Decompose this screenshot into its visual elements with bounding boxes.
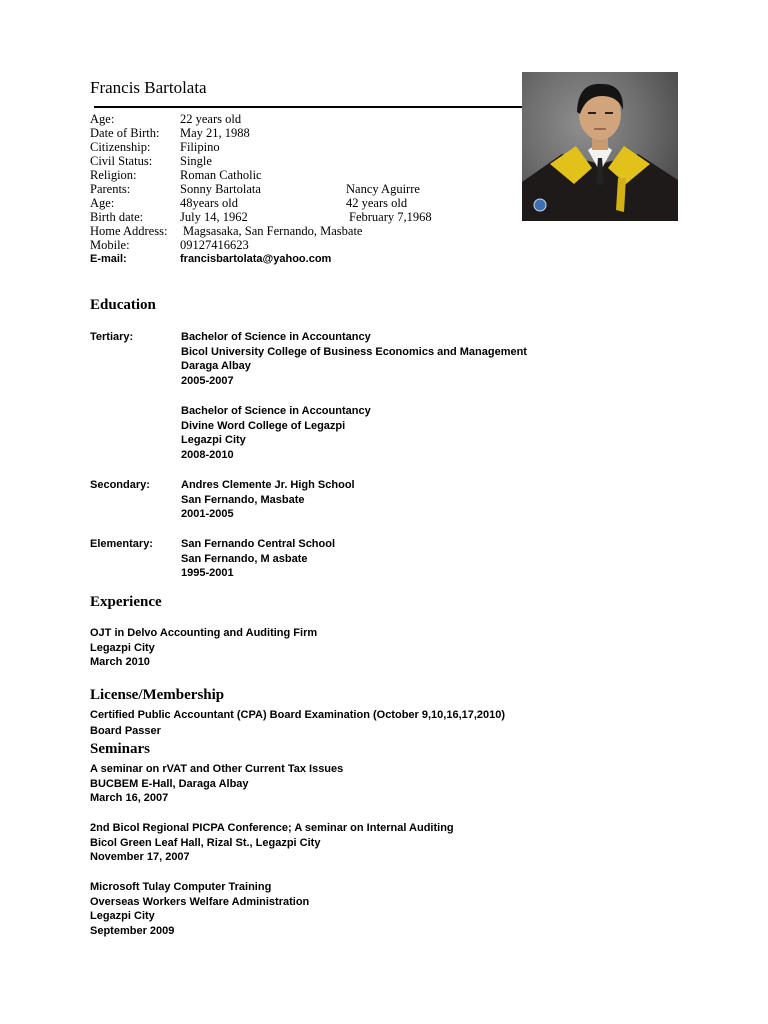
parents-birth-label: Birth date: [90,210,144,224]
elementary-entry [181,537,335,581]
experience-date: March 2010 [90,656,150,669]
religion-value: Roman Catholic [180,168,262,182]
seminar-3-location: Legazpi City [90,910,155,923]
secondary-label: Secondary: [90,479,150,491]
seminar-entry-1 [90,762,343,806]
dob-value: May 21, 1988 [180,126,250,140]
age-value: 22 years old [180,112,242,126]
seminars-heading: Seminars [90,741,150,757]
secondary-school: Andres Clemente Jr. High School [181,479,355,491]
elementary-label: Elementary: [90,538,153,550]
applicant-name: Francis Bartolata [90,78,207,97]
seminar-2-venue: Bicol Green Leaf Hall, Rizal St., Legazpi City [90,836,321,849]
tertiary-1-school: Bicol University College of Business Economics and Management [181,345,527,358]
experience-title: OJT in Delvo Accounting and Auditing Firm [90,627,318,639]
license-exam: Certified Public Accountant (CPA) Board Examination (October 9,10,16,17,2010) [90,709,506,721]
tertiary-label: Tertiary: [90,331,134,343]
mother-age: 42 years old [346,196,408,210]
religion-label: Religion: [90,168,137,182]
parents-age-label: Age: [90,196,115,210]
father-name: Sonny Bartolata [180,182,261,196]
civil-status-label: Civil Status: [90,154,153,168]
tertiary-2-degree: Bachelor of Science in Accountancy [181,405,371,417]
secondary-entry [181,478,355,522]
name-underline [94,106,522,108]
mother-name: Nancy Aguirre [346,182,420,196]
elementary-location: San Fernando, M asbate [181,552,308,565]
experience-entry [90,626,317,670]
seminar-entry-2 [90,821,454,865]
secondary-years: 2001-2005 [181,508,234,521]
experience-heading: Experience [90,594,162,610]
seminar-1-date: March 16, 2007 [90,792,169,805]
tertiary-1-degree: Bachelor of Science in Accountancy [181,331,371,343]
tertiary-1-years: 2005-2007 [181,375,234,388]
dob-label: Date of Birth: [90,126,160,140]
license-heading: License/Membership [90,687,225,703]
citizenship-value: Filipino [180,140,220,154]
elementary-school: San Fernando Central School [181,538,336,550]
parents-label: Parents: [90,182,131,196]
seminar-1-title: A seminar on rVAT and Other Current Tax Issues [90,763,344,775]
secondary-location: San Fernando, Masbate [181,493,305,506]
tertiary-entry-2 [181,404,371,463]
experience-location: Legazpi City [90,641,155,654]
seminar-2-date: November 17, 2007 [90,851,190,864]
father-birth: July 14, 1962 [180,210,248,224]
elementary-years: 1995-2001 [181,567,234,580]
graduation-photo [522,72,678,221]
email-label: E-mail: [90,253,127,265]
seminar-3-title: Microsoft Tulay Computer Training [90,881,272,893]
citizenship-label: Citizenship: [90,140,151,154]
seminar-2-title: 2nd Bicol Regional PICPA Conference; A seminar on Internal Auditing [90,822,454,834]
address-label: Home Address: [90,224,168,238]
seminar-entry-3 [90,880,309,939]
mother-birth: February 7,1968 [349,210,432,224]
tertiary-2-location: Legazpi City [181,434,246,447]
email-value: francisbartolata@yahoo.com [180,253,332,265]
tertiary-2-school: Divine Word College of Legazpi [181,419,346,432]
civil-status-value: Single [180,154,212,168]
license-entry [90,708,505,739]
mobile-label: Mobile: [90,238,130,252]
seminar-3-date: September 2009 [90,925,175,938]
license-result: Board Passer [90,725,161,737]
education-heading: Education [90,297,156,313]
seminar-1-venue: BUCBEM E-Hall, Daraga Albay [90,777,249,790]
tertiary-2-years: 2008-2010 [181,449,234,462]
mobile-value: 09127416623 [180,238,249,252]
father-age: 48years old [180,196,238,210]
tertiary-1-location: Daraga Albay [181,360,251,373]
tertiary-entry-1 [181,330,527,389]
seminar-3-organizer: Overseas Workers Welfare Administration [90,895,310,908]
graduation-photo-image [522,72,678,221]
age-label: Age: [90,112,115,126]
address-value: Magsasaka, San Fernando, Masbate [183,224,363,238]
